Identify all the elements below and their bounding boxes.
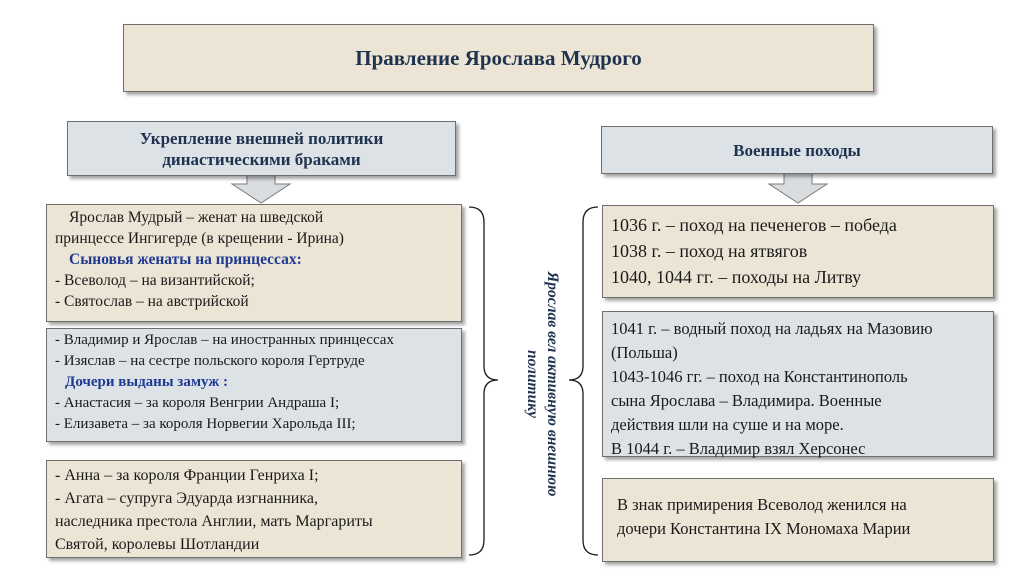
right-box-campaigns-2 [602, 311, 994, 457]
right-box-campaigns-1 [602, 205, 994, 298]
left-header-line2: династическими браками [162, 149, 361, 169]
right-box2-line4: сына Ярослава – Владимира. Военные [611, 391, 882, 410]
left-box2-line4: - Елизавета – за короля Норвегии Харольда III; [55, 416, 356, 432]
sons-heading: Сыновья женаты на принцессах: [69, 251, 302, 268]
left-box2-line1: - Владимир и Ярослав – на иностранных принцессах [55, 332, 394, 348]
left-box-marriage-2 [46, 328, 462, 442]
right-box1-line1: 1036 г. – поход на печенегов – победа [611, 215, 897, 235]
vertical-caption [517, 214, 567, 554]
title-box [123, 24, 874, 92]
left-box3-line2: - Агата – супруга Эдуарда изгнанника, [55, 490, 318, 507]
right-box-campaigns-3 [602, 478, 994, 562]
left-box2-line3: - Анастасия – за короля Венгрии Андраша I; [55, 395, 340, 411]
right-box2-line1: 1041 г. – водный поход на ладьях на Мазовию [611, 319, 933, 338]
list-item: - Святослав – на австрийской [55, 293, 249, 310]
right-box2-line2: (Польша) [611, 343, 678, 362]
right-box1-line2: 1038 г. – поход на ятвягов [611, 241, 808, 261]
left-box2-line2: - Изяслав – на сестре польского короля Гертруде [55, 353, 365, 369]
left-header-line1: Укрепление внешней политики [139, 128, 384, 148]
list-item: - Всеволод – на византийской; [55, 272, 255, 289]
left-header-box [67, 121, 456, 176]
vertical-caption-line1: Ярослав вел активную внешнюю [544, 271, 561, 497]
left-down-arrow [232, 173, 290, 203]
right-box3-line2: дочери Константина IX Мономаха Марии [617, 519, 911, 538]
right-box2-line5: действия шли на суше и на море. [611, 415, 844, 434]
left-box3-line1: - Анна – за короля Франции Генриха I; [55, 467, 319, 484]
left-box3-line4: Святой, королевы Шотландии [55, 536, 260, 553]
left-brace [469, 207, 498, 555]
vertical-caption-line2: политику [524, 350, 541, 418]
right-box2-line3: 1043-1046 гг. – поход на Константинополь [611, 367, 908, 386]
right-box1-line3: 1040, 1044 гг. – походы на Литву [611, 267, 862, 287]
left-box-marriage-1 [46, 204, 462, 322]
left-box1-line2: принцессе Ингигерде (в крещении - Ирина) [55, 230, 344, 247]
right-header-box [601, 126, 993, 174]
right-brace [569, 207, 598, 555]
page-title: Правление Ярослава Мудрого [355, 45, 642, 70]
right-box2-line6: В 1044 г. – Владимир взял Херсонес [611, 439, 866, 458]
right-header-label: Военные походы [733, 140, 861, 160]
left-box3-line3: наследника престола Англии, мать Маргариты [55, 513, 373, 530]
left-box1-line1: Ярослав Мудрый – женат на шведской [69, 209, 324, 226]
daughters-heading: Дочери выданы замуж : [65, 374, 228, 390]
left-box-marriage-3 [46, 460, 462, 558]
right-box3-line1: В знак примирения Всеволод женился на [617, 495, 907, 514]
right-down-arrow [769, 173, 827, 203]
